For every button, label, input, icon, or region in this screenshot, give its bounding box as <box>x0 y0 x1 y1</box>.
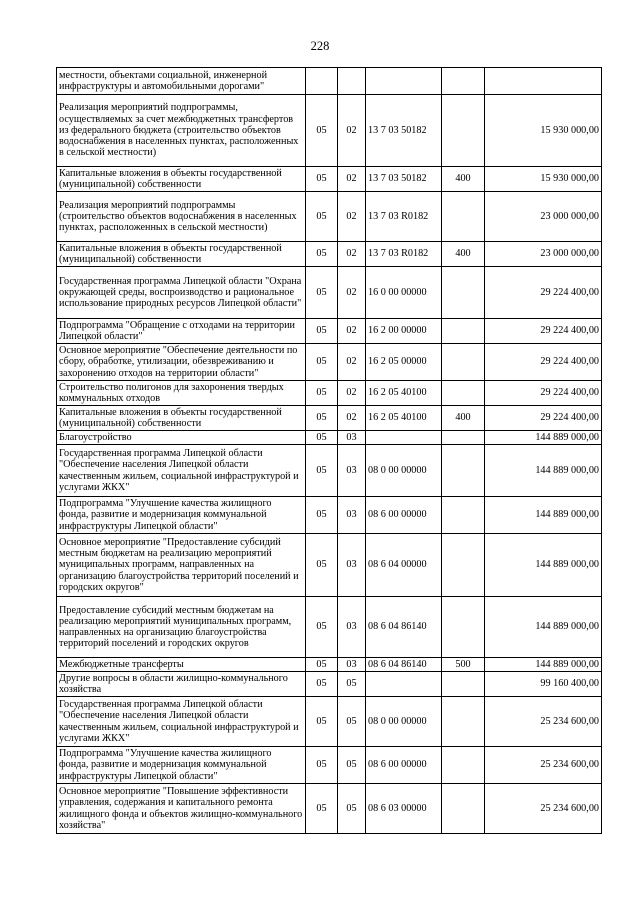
subsection-code: 05 <box>338 747 366 784</box>
subsection-code: 02 <box>338 167 366 192</box>
expense-type-code <box>442 747 485 784</box>
section-code: 05 <box>306 344 338 381</box>
table-row <box>57 68 602 95</box>
expense-type-code: 500 <box>442 658 485 672</box>
row-name: Реализация мероприятий подпрограммы (строительство объектов водоснабжения в населенных пунктах, расположенных в сельской местности) <box>57 192 306 242</box>
table-row <box>57 381 602 406</box>
subsection-code: 03 <box>338 445 366 497</box>
row-name: Строительство полигонов для захоронения твердых коммунальных отходов <box>57 381 306 406</box>
table-row <box>57 192 602 242</box>
expense-type-code <box>442 534 485 597</box>
table-row <box>57 534 602 597</box>
row-name: Другие вопросы в области жилищно-коммунального хозяйства <box>57 672 306 697</box>
table-row <box>57 445 602 497</box>
expense-type-code <box>442 497 485 534</box>
section-code: 05 <box>306 534 338 597</box>
target-article-code: 08 6 03 00000 <box>366 784 442 834</box>
amount: 25 234 600,00 <box>485 784 602 834</box>
expense-type-code <box>442 445 485 497</box>
target-article-code <box>366 68 442 95</box>
subsection-code: 02 <box>338 192 366 242</box>
subsection-code: 02 <box>338 319 366 344</box>
amount: 99 160 400,00 <box>485 672 602 697</box>
row-name: Государственная программа Липецкой области "Охрана окружающей среды, воспроизводство и рациональное использование природных ресурсов Липецкой области" <box>57 267 306 319</box>
section-code: 05 <box>306 697 338 747</box>
expense-type-code: 400 <box>442 406 485 431</box>
expense-type-code <box>442 597 485 658</box>
row-name: Благоустройство <box>57 431 306 445</box>
table-row <box>57 658 602 672</box>
section-code: 05 <box>306 267 338 319</box>
subsection-code: 03 <box>338 597 366 658</box>
target-article-code: 08 0 00 00000 <box>366 697 442 747</box>
amount: 25 234 600,00 <box>485 697 602 747</box>
expense-type-code: 400 <box>442 242 485 267</box>
row-name: Предоставление субсидий местным бюджетам на реализацию мероприятий муниципальных программ, направленных на организацию благоустройства территорий поселений и городских округов <box>57 597 306 658</box>
target-article-code <box>366 672 442 697</box>
target-article-code: 16 0 00 00000 <box>366 267 442 319</box>
expense-type-code <box>442 319 485 344</box>
row-name: Межбюджетные трансферты <box>57 658 306 672</box>
table-row <box>57 747 602 784</box>
row-name: Основное мероприятие "Повышение эффективности управления, содержания и капитального ремонта жилищного фонда и объектов жилищно-коммунального хозяйства" <box>57 784 306 834</box>
amount: 23 000 000,00 <box>485 242 602 267</box>
target-article-code: 08 6 04 00000 <box>366 534 442 597</box>
expense-type-code <box>442 697 485 747</box>
target-article-code: 13 7 03 50182 <box>366 167 442 192</box>
section-code: 05 <box>306 784 338 834</box>
target-article-code: 08 6 00 00000 <box>366 497 442 534</box>
expense-type-code <box>442 381 485 406</box>
amount: 29 224 400,00 <box>485 381 602 406</box>
amount: 29 224 400,00 <box>485 267 602 319</box>
expense-type-code <box>442 95 485 167</box>
amount: 144 889 000,00 <box>485 445 602 497</box>
amount: 29 224 400,00 <box>485 319 602 344</box>
table-row <box>57 95 602 167</box>
section-code: 05 <box>306 672 338 697</box>
section-code: 05 <box>306 747 338 784</box>
table-row <box>57 319 602 344</box>
subsection-code: 05 <box>338 697 366 747</box>
amount: 15 930 000,00 <box>485 95 602 167</box>
subsection-code: 02 <box>338 406 366 431</box>
table-row <box>57 406 602 431</box>
amount <box>485 68 602 95</box>
row-name: Подпрограмма "Улучшение качества жилищного фонда, развитие и модернизация коммунальной инфраструктуры Липецкой области" <box>57 497 306 534</box>
expense-type-code <box>442 784 485 834</box>
amount: 25 234 600,00 <box>485 747 602 784</box>
row-name: Реализация мероприятий подпрограммы, осуществляемых за счет межбюджетных трансфертов из федерального бюджета (строительство объектов водоснабжения в населенных пунктах, расположенных в сельской местности) <box>57 95 306 167</box>
expense-type-code <box>442 672 485 697</box>
target-article-code: 08 6 00 00000 <box>366 747 442 784</box>
section-code: 05 <box>306 658 338 672</box>
table-row <box>57 167 602 192</box>
subsection-code: 02 <box>338 242 366 267</box>
row-name: местности, объектами социальной, инженерной инфраструктуры и автомобильными дорогами" <box>57 68 306 95</box>
amount: 29 224 400,00 <box>485 344 602 381</box>
subsection-code: 05 <box>338 784 366 834</box>
table-row <box>57 497 602 534</box>
row-name: Государственная программа Липецкой области "Обеспечение населения Липецкой области качественным жильем, социальной инфраструктурой и услугами ЖКХ" <box>57 445 306 497</box>
subsection-code <box>338 68 366 95</box>
section-code: 05 <box>306 381 338 406</box>
amount: 144 889 000,00 <box>485 497 602 534</box>
budget-table <box>56 67 602 834</box>
table-row <box>57 784 602 834</box>
amount: 144 889 000,00 <box>485 534 602 597</box>
section-code: 05 <box>306 95 338 167</box>
amount: 144 889 000,00 <box>485 658 602 672</box>
amount: 144 889 000,00 <box>485 431 602 445</box>
row-name: Государственная программа Липецкой области "Обеспечение населения Липецкой области качественным жильем, социальной инфраструктурой и услугами ЖКХ" <box>57 697 306 747</box>
subsection-code: 02 <box>338 267 366 319</box>
table-row <box>57 672 602 697</box>
table-row <box>57 597 602 658</box>
page-number: 228 <box>310 39 330 53</box>
row-name: Капитальные вложения в объекты государственной (муниципальной) собственности <box>57 406 306 431</box>
table-row <box>57 242 602 267</box>
target-article-code: 16 2 05 00000 <box>366 344 442 381</box>
amount: 23 000 000,00 <box>485 192 602 242</box>
expense-type-code <box>442 344 485 381</box>
amount: 144 889 000,00 <box>485 597 602 658</box>
subsection-code: 05 <box>338 672 366 697</box>
subsection-code: 02 <box>338 95 366 167</box>
section-code <box>306 68 338 95</box>
expense-type-code <box>442 192 485 242</box>
expense-type-code <box>442 267 485 319</box>
expense-type-code <box>442 431 485 445</box>
target-article-code: 16 2 00 00000 <box>366 319 442 344</box>
section-code: 05 <box>306 497 338 534</box>
section-code: 05 <box>306 192 338 242</box>
subsection-code: 02 <box>338 381 366 406</box>
row-name: Подпрограмма "Обращение с отходами на территории Липецкой области" <box>57 319 306 344</box>
subsection-code: 03 <box>338 658 366 672</box>
section-code: 05 <box>306 445 338 497</box>
section-code: 05 <box>306 597 338 658</box>
row-name: Основное мероприятие "Предоставление субсидий местным бюджетам на реализацию мероприятий муниципальных программ, направленных на организацию благоустройства территорий поселений и городских округов" <box>57 534 306 597</box>
target-article-code: 08 6 04 86140 <box>366 658 442 672</box>
subsection-code: 03 <box>338 534 366 597</box>
target-article-code: 13 7 03 R0182 <box>366 192 442 242</box>
row-name: Основное мероприятие "Обеспечение деятельности по сбору, обработке, утилизации, обезвреживанию и захоронению отходов на территории области" <box>57 344 306 381</box>
target-article-code: 13 7 03 50182 <box>366 95 442 167</box>
section-code: 05 <box>306 406 338 431</box>
subsection-code: 03 <box>338 497 366 534</box>
expense-type-code <box>442 68 485 95</box>
section-code: 05 <box>306 431 338 445</box>
amount: 15 930 000,00 <box>485 167 602 192</box>
subsection-code: 03 <box>338 431 366 445</box>
subsection-code: 02 <box>338 344 366 381</box>
table-row <box>57 344 602 381</box>
target-article-code: 08 6 04 86140 <box>366 597 442 658</box>
table-row <box>57 431 602 445</box>
table-row <box>57 697 602 747</box>
row-name: Капитальные вложения в объекты государственной (муниципальной) собственности <box>57 242 306 267</box>
expense-type-code: 400 <box>442 167 485 192</box>
amount: 29 224 400,00 <box>485 406 602 431</box>
row-name: Подпрограмма "Улучшение качества жилищного фонда, развитие и модернизация коммунальной инфраструктуры Липецкой области" <box>57 747 306 784</box>
section-code: 05 <box>306 167 338 192</box>
section-code: 05 <box>306 242 338 267</box>
target-article-code: 16 2 05 40100 <box>366 406 442 431</box>
section-code: 05 <box>306 319 338 344</box>
table-row <box>57 267 602 319</box>
target-article-code <box>366 431 442 445</box>
target-article-code: 13 7 03 R0182 <box>366 242 442 267</box>
target-article-code: 16 2 05 40100 <box>366 381 442 406</box>
row-name: Капитальные вложения в объекты государственной (муниципальной) собственности <box>57 167 306 192</box>
target-article-code: 08 0 00 00000 <box>366 445 442 497</box>
